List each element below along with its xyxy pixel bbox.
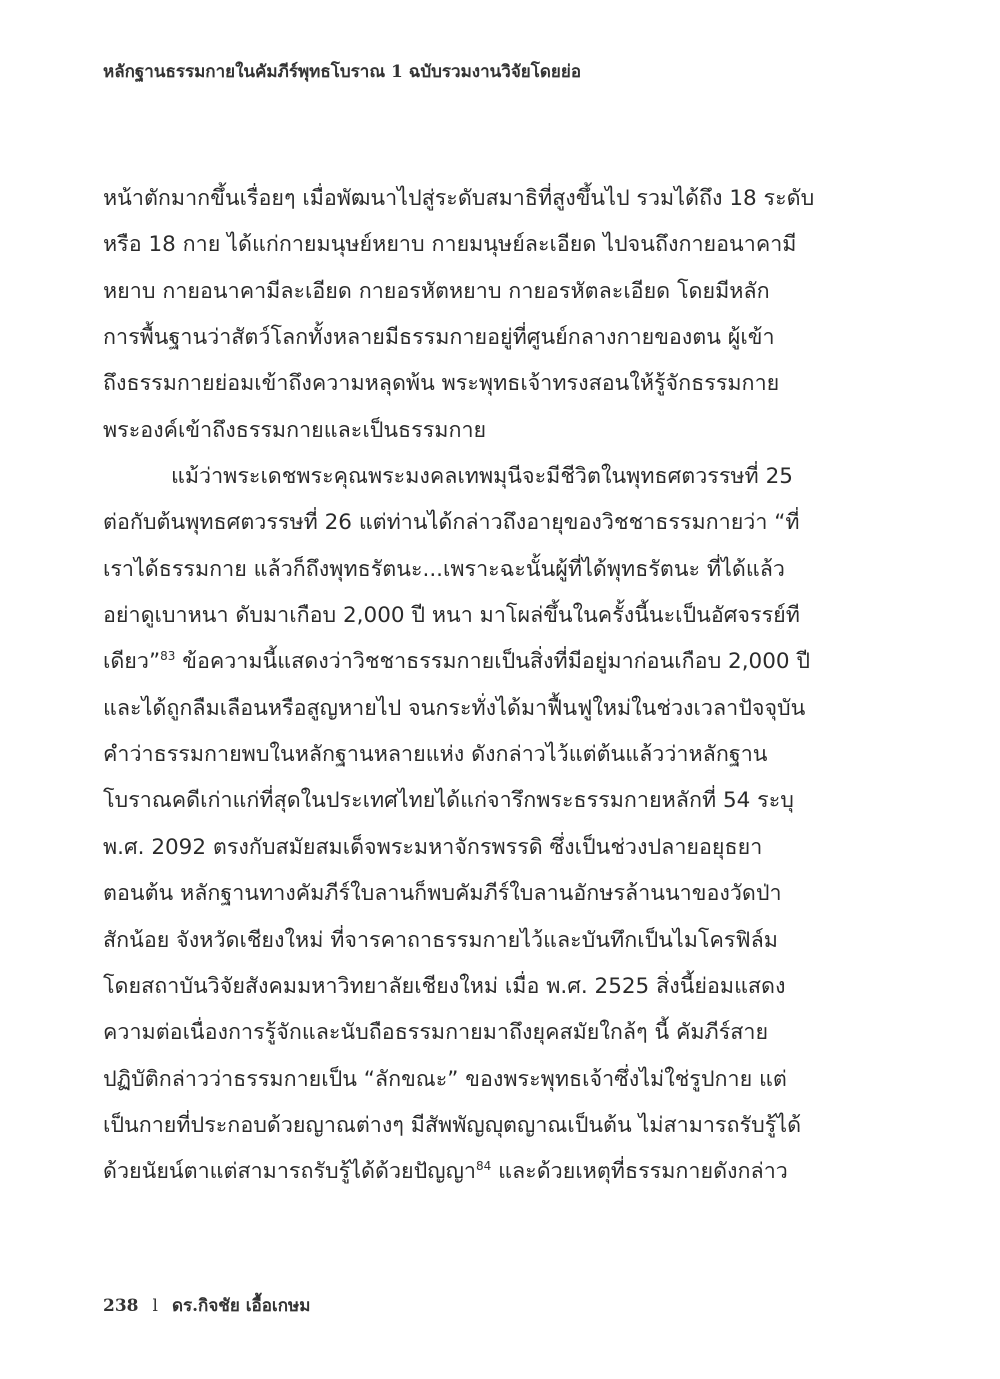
running-header: หลักฐานธรรมกายในคัมภีร์พุทธโบราณ 1 ฉบับรวมงานวิจัยโดยย่อ (103, 62, 582, 82)
paragraph-line: คำว่าธรรมกายพบในหลักฐานหลายแห่ง ดังกล่าวไว้แต่ต้นแล้วว่าหลักฐาน (103, 742, 768, 768)
paragraph-line: การพื้นฐานว่าสัตว์โลกทั้งหลายมีธรรมกายอยู่ที่ศูนย์กลางกายของตน ผู้เข้า (103, 325, 775, 351)
paragraph-line: ถึงธรรมกายย่อมเข้าถึงความหลุดพ้น พระพุทธเจ้าทรงสอนให้รู้จักธรรมกาย (103, 371, 780, 397)
line-text: ด้วยนัยน์ตาแต่สามารถรับรู้ได้ด้วยปัญญา (103, 1159, 476, 1185)
body-text (103, 176, 863, 1196)
page-number: 238 (103, 1296, 139, 1316)
paragraph-line: ปฏิบัติกล่าวว่าธรรมกายเป็น “ลักขณะ” ของพระพุทธเจ้าซึ่งไม่ใช่รูปกาย แต่ (103, 1066, 787, 1092)
quote-end-text: เดียว” (103, 649, 161, 675)
paragraph-line (103, 1149, 863, 1195)
paragraph-line: หน้าตักมากขึ้นเรื่อยๆ เมื่อพัฒนาไปสู่ระดับสมาธิที่สูงขึ้นไป รวมได้ถึง 18 ระดับ (103, 186, 815, 211)
paragraph-line: อย่าดูเบาหนา ดับมาเกือบ 2,000 ปี หนา มาโผล่ขึ้นในครั้งนี้นะเป็นอัศจรรย์ที (103, 603, 800, 629)
paragraph-line: และได้ถูกลืมเลือนหรือสูญหายไป จนกระทั่งได้มาฟื้นฟูใหม่ในช่วงเวลาปัจจุบัน (103, 695, 806, 721)
footnote-ref-83[interactable]: 83 (160, 649, 176, 664)
footer-separator: l (152, 1296, 158, 1316)
paragraph-line: เป็นกายที่ประกอบด้วยญาณต่างๆ มีสัพพัญญุตญาณเป็นต้น ไม่สามารถรับรู้ได้ (103, 1112, 802, 1138)
footnote-ref-84[interactable]: 84 (476, 1159, 492, 1174)
paragraph-line (103, 639, 863, 685)
paragraph-line: พ.ศ. 2092 ตรงกับสมัยสมเด็จพระมหาจักรพรรดิ ซึ่งเป็นช่วงปลายอยุธยา (103, 834, 763, 860)
paragraph-line: ต่อกับต้นพุทธศตวรรษที่ 26 แต่ท่านได้กล่าวถึงอายุของวิชชาธรรมกายว่า “ที่ (103, 510, 800, 536)
paragraph-line: เราได้ธรรมกาย แล้วก็ถึงพุทธรัตนะ...เพราะฉะนั้นผู้ที่ได้พุทธรัตนะ ที่ได้แล้ว (103, 556, 785, 582)
paragraph-line: สักน้อย จังหวัดเชียงใหม่ ที่จารคาถาธรรมกายไว้และบันทึกเป็นไมโครฟิล์ม (103, 927, 778, 953)
paragraph-line: หยาบ กายอนาคามีละเอียด กายอรหัตหยาบ กายอรหัตละเอียด โดยมีหลัก (103, 278, 770, 304)
author-name: ดร.กิจชัย เอื้อเกษม (171, 1296, 311, 1316)
page-footer (103, 1292, 310, 1319)
paragraph-line: หรือ 18 กาย ได้แก่กายมนุษย์หยาบ กายมนุษย์ละเอียด ไปจนถึงกายอนาคามี (103, 232, 797, 258)
line-text: ข้อความนี้แสดงว่าวิชชาธรรมกายเป็นสิ่งที่มีอยู่มาก่อนเกือบ 2,000 ปี (175, 649, 811, 675)
paragraph-line: โบราณคดีเก่าแก่ที่สุดในประเทศไทยได้แก่จารึกพระธรรมกายหลักที่ 54 ระบุ (103, 788, 794, 814)
paragraph-line: โดยสถาบันวิจัยสังคมมหาวิทยาลัยเชียงใหม่ เมื่อ พ.ศ. 2525 สิ่งนี้ย่อมแสดง (103, 973, 786, 999)
paragraph-line: ตอนต้น หลักฐานทางคัมภีร์ใบลานก็พบคัมภีร์ใบลานอักษรล้านนาของวัดป่า (103, 881, 782, 907)
paragraph-line: แม้ว่าพระเดชพระคุณพระมงคลเทพมุนีจะมีชีวิตในพุทธศตวรรษที่ 25 (171, 464, 793, 490)
paragraph-line: พระองค์เข้าถึงธรรมกายและเป็นธรรมกาย (103, 417, 487, 443)
line-text: และด้วยเหตุที่ธรรมกายดังกล่าว (491, 1159, 788, 1185)
paragraph-line: ความต่อเนื่องการรู้จักและนับถือธรรมกายมาถึงยุคสมัยใกล้ๆ นี้ คัมภีร์สาย (103, 1020, 769, 1046)
